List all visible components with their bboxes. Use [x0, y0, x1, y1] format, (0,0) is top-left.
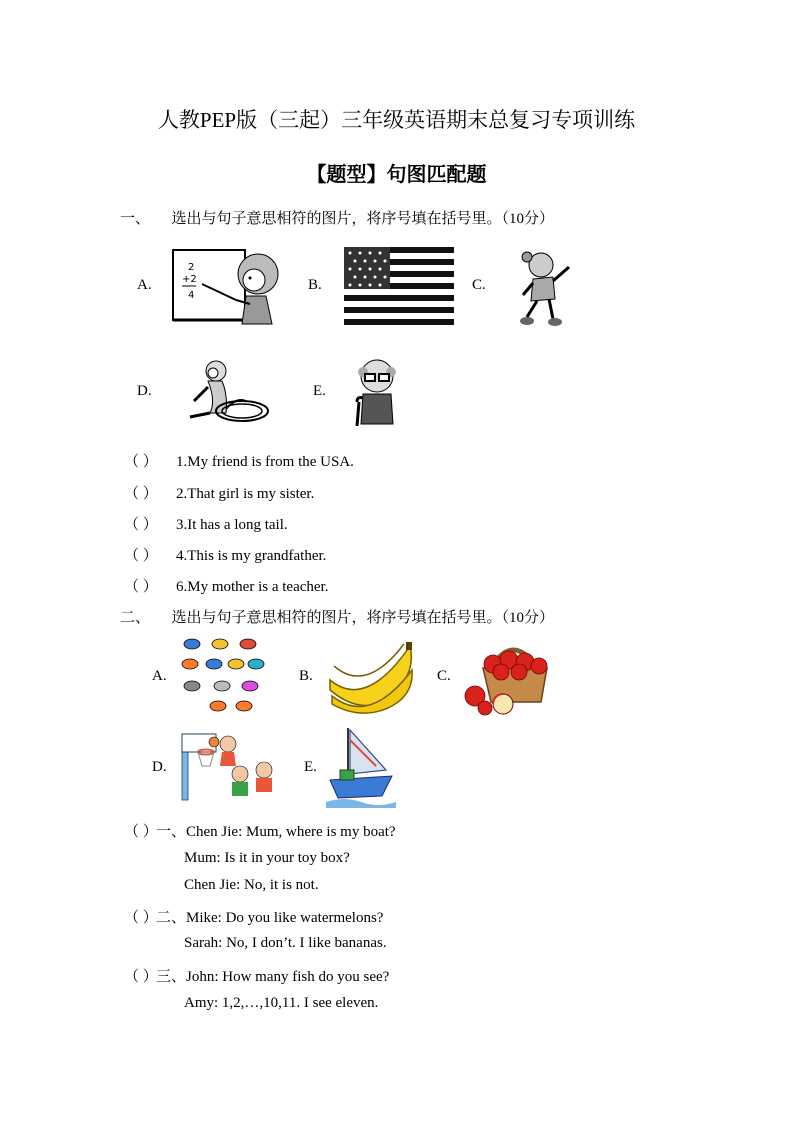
svg-text:+2: +2 [182, 274, 197, 285]
page-title: 人教PEP版（三起）三年级英语期末总复习专项训练 [157, 108, 636, 132]
part1-item-3-text: 3.It has a long tail. [176, 517, 288, 533]
label-c: C. [437, 668, 451, 684]
label-e: E. [313, 383, 326, 399]
part1-item-1 [124, 450, 354, 471]
usa-flag-icon [344, 247, 454, 325]
basketball-kids-icon [180, 730, 278, 804]
answer-paren[interactable]: （ ） [124, 517, 158, 533]
label-e: E. [304, 759, 317, 775]
girl-icon [515, 247, 575, 327]
answer-paren[interactable]: （ ） [124, 454, 158, 470]
answer-paren[interactable]: （ ） [124, 910, 158, 926]
dialogue-2-line-2: Sarah: No, I don’t. I like bananas. [184, 935, 387, 951]
part1-item-4-text: 4.This is my grandfather. [176, 548, 327, 564]
boat-icon [326, 726, 396, 808]
label-d: D. [152, 759, 167, 775]
dialogue-2-line-1 [124, 906, 383, 927]
fish-icon [178, 636, 268, 714]
dialogue-1-line-2: Mum: Is it in your toy box? [184, 850, 350, 866]
part1-item-4 [124, 544, 326, 565]
dialogue-3-text-1: John: How many fish do you see? [186, 969, 390, 985]
svg-text:2: 2 [188, 262, 195, 273]
answer-paren[interactable]: （ ） [124, 548, 158, 564]
part1-item-5 [124, 575, 328, 596]
answer-paren[interactable]: （ ） [124, 579, 158, 595]
part2-heading-num: 二、 [120, 610, 151, 626]
dialogue-3-num: 三、 [156, 969, 187, 985]
dialogue-1-text-1: Chen Jie: Mum, where is my boat? [186, 824, 396, 840]
label-c: C. [472, 277, 486, 293]
label-b: B. [299, 668, 313, 684]
apple-basket-icon [463, 638, 557, 716]
answer-paren[interactable]: （ ） [124, 824, 158, 840]
part2-heading-text: 选出与句子意思相符的图片，将序号填在括号里。（10分） [171, 610, 555, 626]
part1-item-2-text: 2.That girl is my sister. [176, 486, 315, 502]
label-a: A. [152, 668, 167, 684]
dialogue-2-num: 二、 [156, 910, 187, 926]
part1-item-2 [124, 482, 314, 503]
part1-item-1-text: 1.My friend is from the USA. [176, 454, 354, 470]
dialogue-3-line-1 [124, 965, 389, 986]
grandfather-icon [349, 358, 405, 428]
svg-text:4: 4 [188, 290, 195, 301]
answer-paren[interactable]: （ ） [124, 969, 158, 985]
teacher-icon [170, 244, 282, 326]
dialogue-1-line-1 [124, 820, 396, 841]
dialogue-1-num: 一、 [156, 824, 187, 840]
part1-heading-text: 选出与句子意思相符的图片，将序号填在括号里。（10分） [171, 211, 555, 227]
dialogue-2-text-1: Mike: Do you like watermelons? [186, 910, 384, 926]
bananas-icon [326, 640, 418, 716]
label-a: A. [137, 277, 152, 293]
part2-heading [120, 606, 554, 627]
part1-item-3 [124, 513, 288, 534]
part1-heading-num: 一、 [120, 211, 151, 227]
page-subtitle: 【题型】句图匹配题 [306, 162, 487, 186]
answer-paren[interactable]: （ ） [124, 486, 158, 502]
label-d: D. [137, 383, 152, 399]
dialogue-3-line-2: Amy: 1,2,…,10,11. I see eleven. [184, 995, 379, 1011]
part1-item-5-text: 6.My mother is a teacher. [176, 579, 329, 595]
dialogue-1-line-3: Chen Jie: No, it is not. [184, 877, 319, 893]
part1-heading [120, 207, 554, 228]
label-b: B. [308, 277, 322, 293]
monkey-icon [186, 357, 272, 427]
